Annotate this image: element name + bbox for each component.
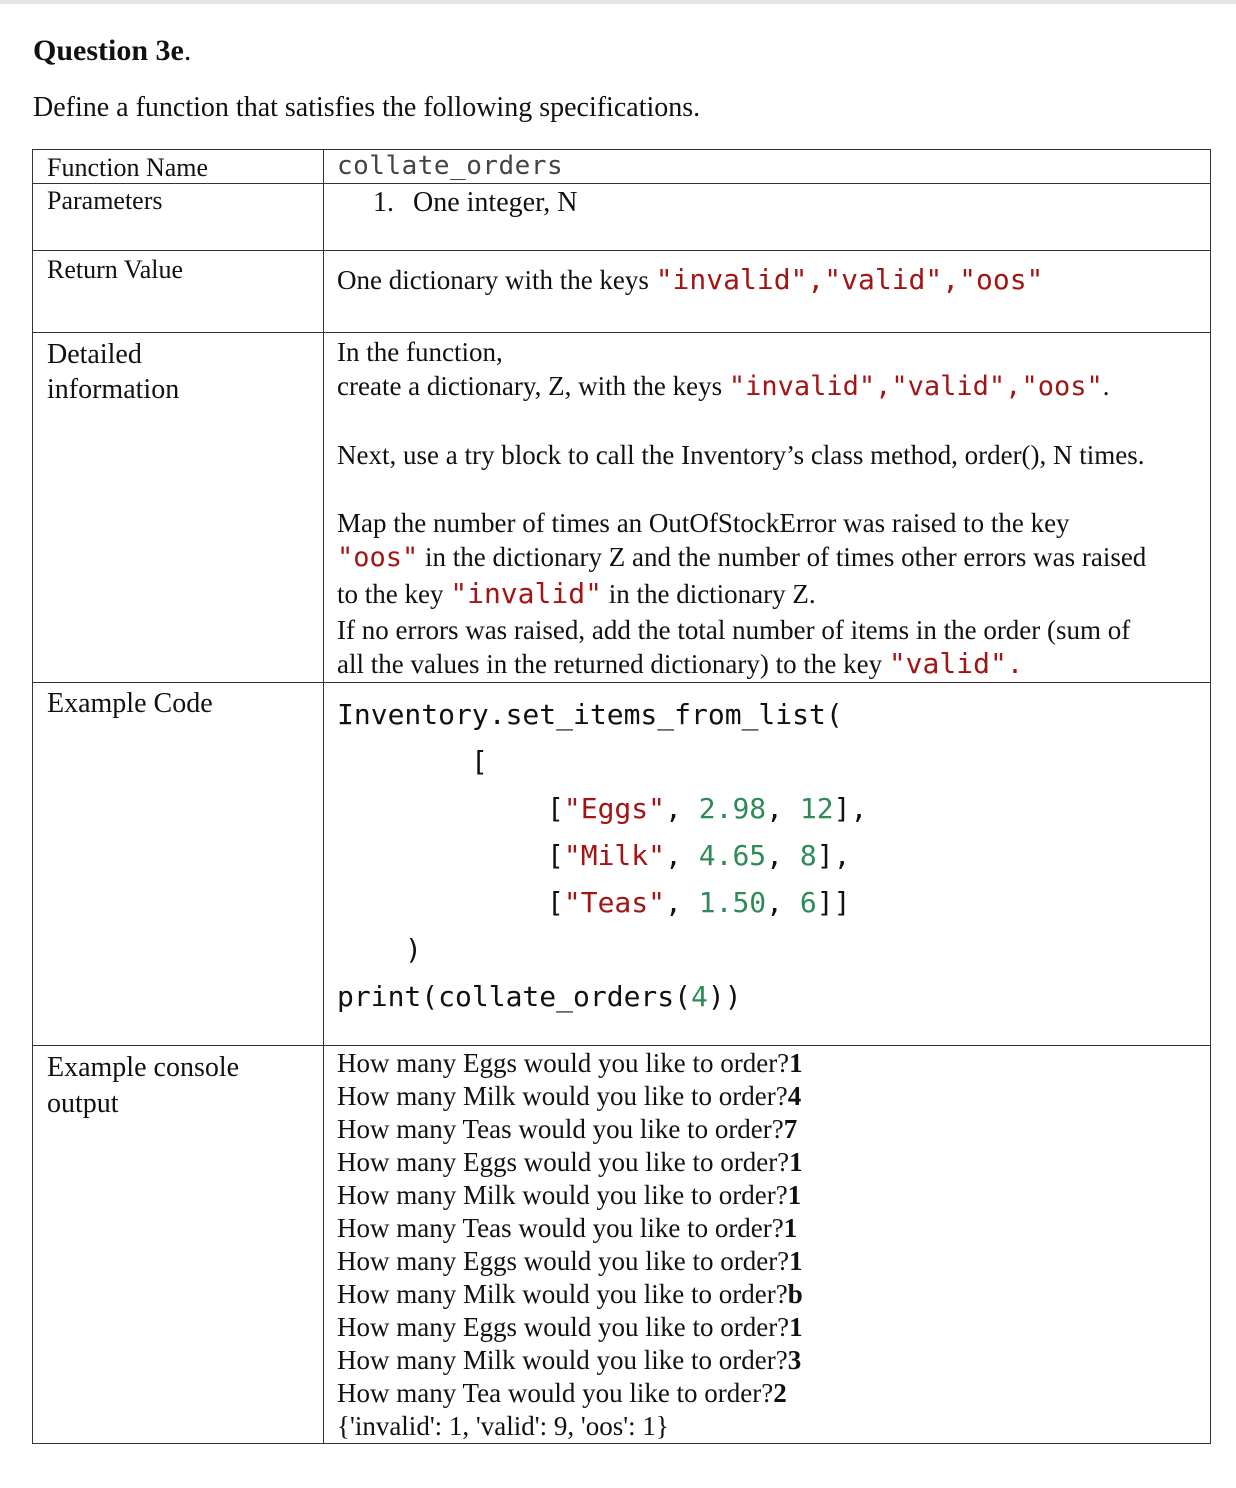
code-line-bracket: [	[471, 745, 488, 778]
console-result: {'invalid': 1, 'valid': 9, 'oos': 1}	[337, 1411, 669, 1441]
console-line: How many Teas would you like to order?1	[337, 1213, 798, 1243]
console-line: How many Milk would you like to order?3	[337, 1345, 802, 1375]
label-detailed-information: Detailed information	[33, 333, 324, 683]
detail-no-errors-line: If no errors was raised, add the total number of items in the order (sum of	[337, 615, 1131, 645]
value-return-value: One dictionary with the keys "invalid","valid","oos"	[324, 251, 1211, 333]
label-example-console-output: Example console output	[33, 1046, 324, 1444]
code-line-eggs: ["Eggs", 2.98, 12],	[547, 792, 868, 825]
console-line: How many Tea would you like to order?2	[337, 1378, 787, 1408]
code-line-milk: ["Milk", 4.65, 8],	[547, 839, 851, 872]
label-example-code: Example Code	[33, 683, 324, 1046]
spec-table	[32, 149, 1211, 1444]
detail-line-2: create a dictionary, Z, with the keys "invalid","valid","oos".	[337, 371, 1110, 402]
detail-line-1: In the function,	[337, 337, 503, 367]
label-parameters: Parameters	[33, 184, 324, 251]
code-line-set-items: Inventory.set_items_from_list(	[337, 698, 843, 731]
console-output	[337, 1046, 1210, 1443]
code-line-teas: ["Teas", 1.50, 6]]	[547, 886, 851, 919]
return-keys: "invalid","valid","oos"	[655, 263, 1044, 296]
row-detailed-information	[33, 333, 1211, 683]
value-function-name: collate_orders	[324, 150, 1211, 184]
label-return-value: Return Value	[33, 251, 324, 333]
param-number: 1.	[373, 187, 394, 218]
question-title: Question 3e.	[33, 34, 192, 67]
value-example-console-output	[324, 1046, 1211, 1444]
row-parameters	[33, 184, 1211, 251]
console-line: How many Eggs would you like to order?1	[337, 1312, 803, 1342]
console-line: How many Eggs would you like to order?1	[337, 1246, 803, 1276]
detail-invalid-line: to the key "invalid" in the dictionary Z.	[337, 577, 816, 610]
value-example-code	[324, 683, 1211, 1046]
row-example-code	[33, 683, 1211, 1046]
value-detailed-information	[324, 333, 1211, 683]
console-line: How many Milk would you like to order?1	[337, 1180, 802, 1210]
code-block	[337, 683, 1210, 1020]
console-line: How many Milk would you like to order?b	[337, 1279, 803, 1309]
value-parameters	[324, 184, 1211, 251]
param-text: One integer, N	[413, 187, 578, 218]
detail-oos-line: "oos" in the dictionary Z and the number of times other errors was raised	[337, 542, 1147, 573]
detail-try-block: Next, use a try block to call the Inventory’s class method, order(), N times.	[337, 440, 1145, 470]
label-function-name: Function Name	[33, 150, 324, 184]
detail-valid-line: all the values in the returned dictionary) to the key "valid".	[337, 647, 1024, 680]
console-line: How many Milk would you like to order?4	[337, 1081, 802, 1111]
console-line: How many Teas would you like to order?7	[337, 1114, 798, 1144]
top-divider	[0, 0, 1236, 4]
code-line-print: print(collate_orders(4))	[337, 980, 742, 1013]
row-function-name	[33, 150, 1211, 184]
code-line-close: )	[405, 933, 422, 966]
detail-map-line: Map the number of times an OutOfStockError was raised to the key	[337, 508, 1070, 538]
intro-text: Define a function that satisfies the following specifications.	[33, 92, 701, 123]
console-line: How many Eggs would you like to order?1	[337, 1147, 803, 1177]
row-return-value	[33, 251, 1211, 333]
console-line: How many Eggs would you like to order?1	[337, 1048, 803, 1078]
row-example-console-output	[33, 1046, 1211, 1444]
